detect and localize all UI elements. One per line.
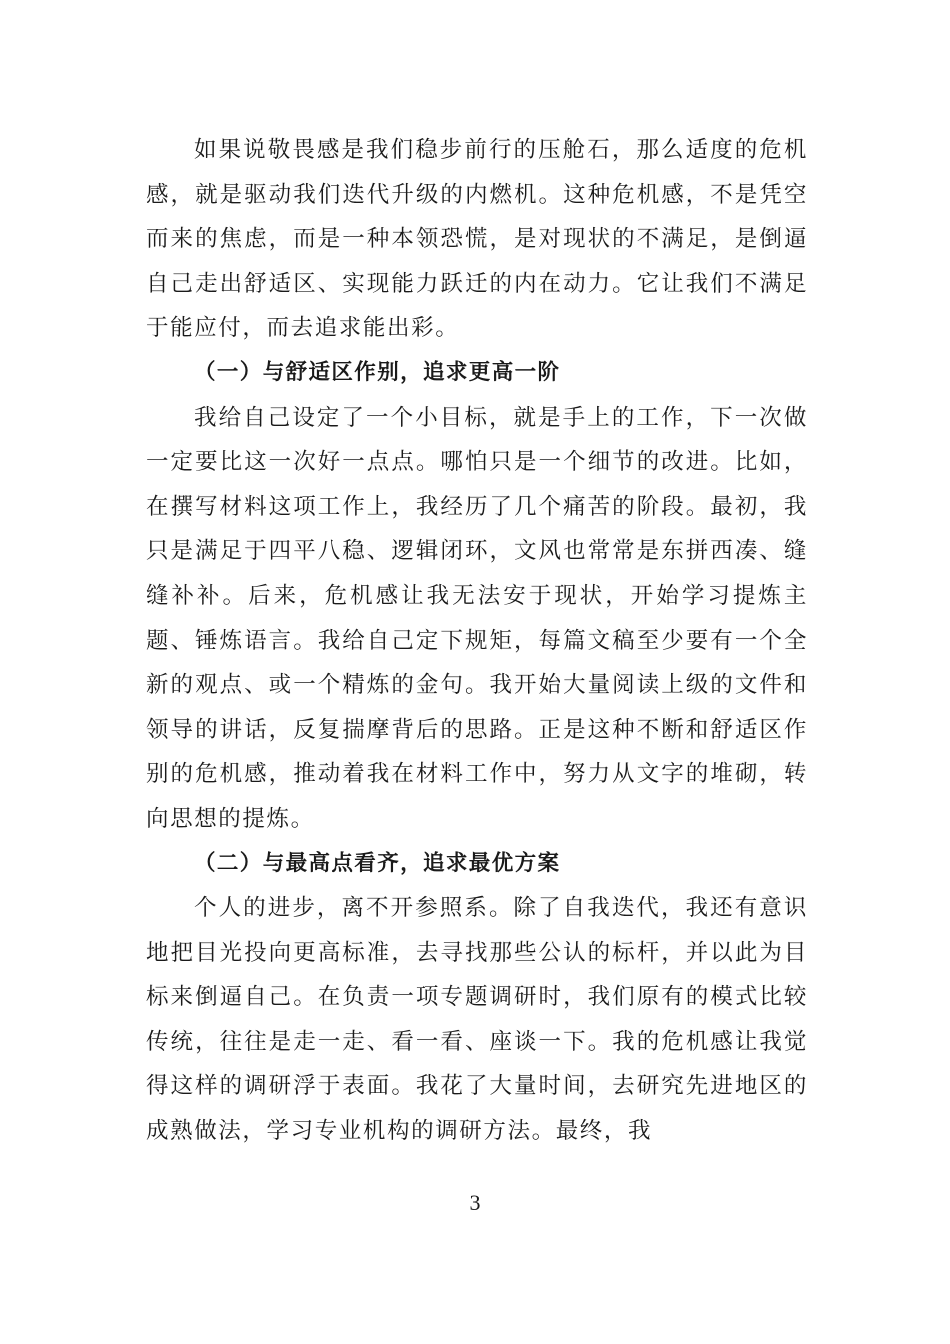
paragraph-comfort-zone: 我给自己设定了一个小目标，就是手上的工作，下一次做一定要比这一次好一点点。哪怕只是一个细节的改进。比如，在撰写材料这项工作上，我经历了几个痛苦的阶段。最初，我只是满足于四平八稳、逻辑闭环，文风也常常是东拼西凑、缝缝补补。后来，危机感让我无法安于现状，开始学习提炼主题、锤炼语言。我给自己定下规矩，每篇文稿至少要有一个全新的观点、或一个精炼的金句。我开始大量阅读上级的文件和领导的讲话，反复揣摩背后的思路。正是这种不断和舒适区作别的危机感，推动着我在材料工作中，努力从文字的堆砌，转向思想的提炼。	[146, 404, 808, 832]
page-number: 3	[469, 1190, 481, 1215]
section-heading-2: （二）与最高点看齐，追求最优方案	[194, 850, 561, 876]
paragraph-benchmark: 个人的进步，离不开参照系。除了自我迭代，我还有意识地把目光投向更高标准，去寻找那些公认的标杆，并以此为目标来倒逼自己。在负责一项专题调研时，我们原有的模式比较传统，往往是走一走、看一看、座谈一下。我的危机感让我觉得这样的调研浮于表面。我花了大量时间，去研究先进地区的成熟做法，学习专业机构的调研方法。最终，我	[146, 895, 808, 1145]
section-heading-1: （一）与舒适区作别，追求更高一阶	[194, 359, 561, 385]
paragraph-crisis-awareness: 如果说敬畏感是我们稳步前行的压舱石，那么适度的危机感，就是驱动我们迭代升级的内燃机。这种危机感，不是凭空而来的焦虑，而是一种本领恐慌，是对现状的不满足，是倒逼自己走出舒适区、实现能力跃迁的内在动力。它让我们不满足于能应付，而去追求能出彩。	[146, 137, 808, 342]
document-body	[146, 128, 808, 1154]
